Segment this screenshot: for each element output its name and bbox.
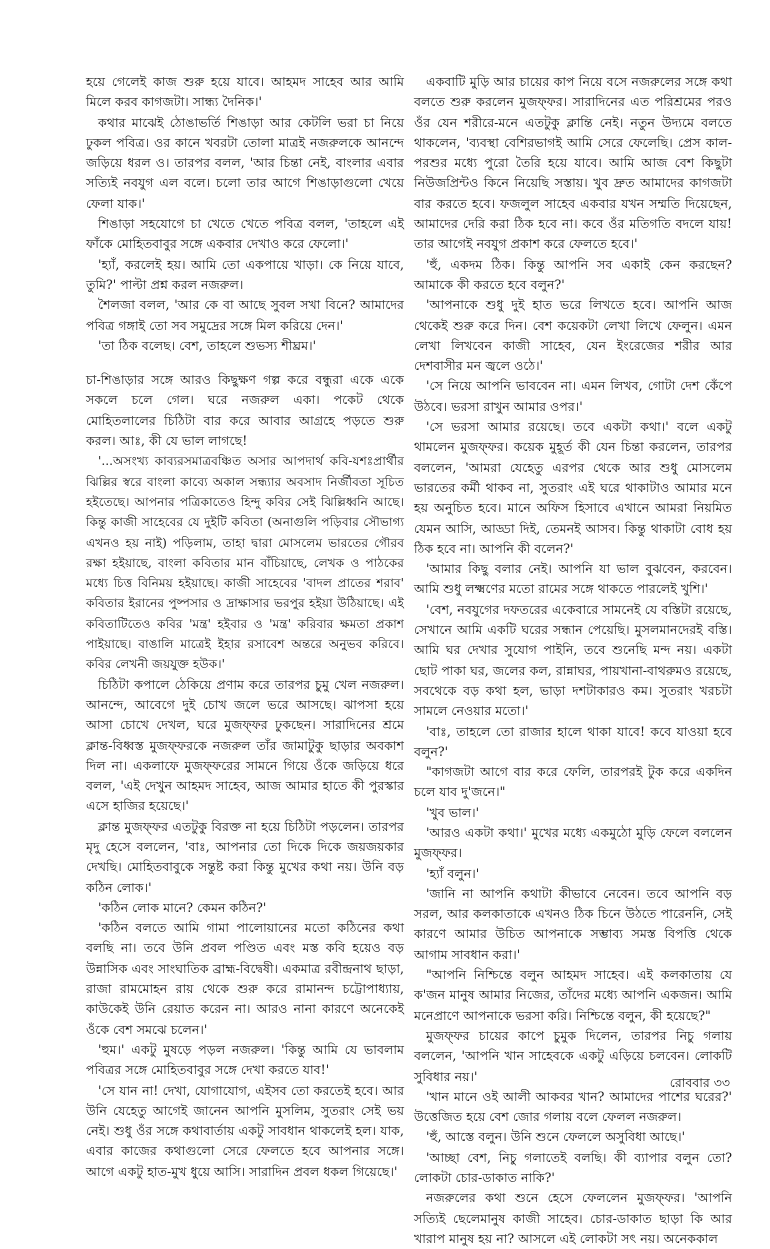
paragraph: চিঠিটা কপালে ঠেকিয়ে প্রণাম করে তারপর চুমু খেল নজরুল। আনন্দে, আবেগে দুই চোখ জলে ভরে আসছে। ঝাপসা হয়ে আসা চোখে দেখল, ঘরে মুজফ্ফর ঢুকছেন। সারাদিনের শ্রমে ক্লান্ত-বিধ্বস্ত মুজফ্ফরকে নজরুল তাঁর জামাটুকু ছাড়ার অবকাশ দিল না। একলাফে মুজফ্ফরের সামনে গিয়ে ওঁকে জড়িয়ে ধরে বলল, 'এই দেখুন আহমদ সাহেব, আজ আমার হাতে কী পুরস্কার এসে হাজির হয়েছে।': [86, 676, 404, 814]
paragraph: 'বেশ, নবযুগের দফতরের একেবারে সামনেই যে বস্তিটা রয়েছে, সেখানে আমি একটি ঘরের সন্ধান পেয়েছি। মুসলমানদেরই বস্তি। আমি ঘর দেখার সুযোগ পাইনি, তবে শুনেছি মন্দ নয়। একটা ছোট পাকা ঘর, জলের কল, রান্নাঘর, পায়খানা-বাথরুমও রয়েছে, সবথেকে বড় কথা হল, ভাড়া দশটাকারও কম। সুতরাং খরচটা সামলে নেওয়ার মতো।': [414, 601, 732, 719]
paragraph: 'আপনাকে শুধু দুই হাত ভরে লিখতে হবে। আপনি আজ থেকেই শুরু করে দিন। বেশ কয়েকটা লেখা লিখে ফেলুন। এমন লেখা লিখবেন কাজী সাহেব, যেন ইংরেজের শরীর আর দেশবাসীর মন জ্বলে ওঠে।': [414, 297, 732, 374]
paragraph: নজরুলের কথা শুনে হেসে ফেললেন মুজফ্ফর। 'আপনি সত্যিই ছেলেমানুষ কাজী সাহেব। চোর-ডাকাত ছাড়া কি আর খারাপ মানুষ হয় না? আসলে এই লোকটা সৎ নয়। অনেককাল: [414, 1190, 732, 1246]
paragraph: 'বাঃ, তাহলে তো রাজার হালে থাকা যাবে! কবে যাওয়া হবে বলুন?': [414, 723, 732, 759]
paragraph: 'আরও একটা কথা।' মুখের মধ্যে একমুঠো মুড়ি ফেলে বললেন মুজফ্ফর।: [414, 824, 732, 861]
paragraph: 'কঠিন লোক মানে? কেমন কঠিন?': [98, 899, 267, 915]
paragraph: শৈলজা বলল, 'আর কে বা আছে সুবল সখা বিনে? আমাদের পবিত্র গঙ্গাই তো সব সমুদ্রের সঙ্গে মিল করিয়ে দেন।': [86, 297, 404, 333]
paragraph: '...অসংখ্য কাব্যরসমাত্রবঞ্চিত অসার আপদার্থ কবি-যশঃপ্রার্থীর ঝিল্লির স্বরে বাংলা কাব্যে অকাল সন্ধ্যার অবসাদ নির্জীবতা সূচিত হইতেছে। আপনার পত্রিকাতেও হিন্দু কবির সেই ঝিল্লিধ্বনি আছে। কিন্তু কাজী সাহেবের যে দুইটি কবিতা (অনাগুলি পড়িবার সৌভাগ্য এখনও হয় নাই) পড়িলাম, তাহা দ্বারা মোসলেম ভারতের গৌরব রক্ষা হইয়াছে, বাংলা কবিতার মান বাঁচিয়াছে, লেখক ও পাঠকের মধ্যে চিত্ত বিনিময় হইয়াছে। কাজী সাহেবের 'বাদল প্রাতের শরাব' কবিতার ইরানের পুষ্পসার ও দ্রাক্ষাসার ভরপুর হইয়া উঠিয়াছে। এই কবিতাটিতেও কবির 'মন্ত্র' হইবার ও 'মন্ত্র' করিবার ক্ষমতা প্রকাশ পাইয়াছে। বাঙালি মাত্রেই ইহার রসাবেশ অন্তরে অনুভব করিবে। কবির লেখনী জয়যুক্ত হউক।': [86, 454, 404, 672]
paragraph: 'হুঁ, একদম ঠিক। কিন্তু আপনি সব একাই কেন করছেন? আমাকে কী করতে হবে বলুন?': [414, 256, 732, 292]
paragraph: 'হুঁ, আস্তে বলুন। উনি শুনে ফেললে অসুবিধা আছে।': [426, 1129, 686, 1145]
paragraph: 'সে যান না! দেখা, যোগাযোগ, এইসব তো করতেই হবে। আর উনি যেহেতু আগেই জানেন আপনি মুসলিম, সুতরাং সেই ভয় নেই। শুধু ওঁর সঙ্গে কথাবার্তায় একটু সাবধান থাকলেই হল। যাক, এবার কাজের কথাগুলো সেরে ফেলতে হবে আপনার সঙ্গে। আগে একটু হাত-মুখ ধুয়ে আসি। সারাদিন প্রবল ধকল গিয়েছে।': [86, 1082, 404, 1179]
paragraph: শিঙাড়া সহযোগে চা খেতে খেতে পবিত্র বলল, 'তাহলে এই ফাঁকে মোহিতবাবুর সঙ্গে একবার দেখাও করে ফেলো।': [86, 216, 404, 252]
paragraph: 'খান মানে ওই আলী আকবর খান? আমাদের পাশের ঘরের?' উত্তেজিত হয়ে বেশ জোর গলায় বলে ফেলল নজরুল।: [414, 1088, 732, 1125]
paragraph: 'জানি না আপনি কথাটা কীভাবে নেবেন। তবে আপনি বড় সরল, আর কলকাতাকে এখনও ঠিক চিনে উঠতে পারেননি, সেই কারণে আমার উচিত আপনাকে সম্ভাব্য সমস্ত বিপত্তি থেকে আগাম সাবধান করা।': [414, 885, 732, 962]
paragraph: 'খুব ভাল।': [426, 804, 480, 820]
paragraph: 'তা ঠিক বলেছ। বেশ, তাহলে শুভস্য শীঘ্রম।': [98, 337, 317, 353]
paragraph: হয়ে গেলেই কাজ শুরু হয়ে যাবে। আহমদ সাহেব আর আমি মিলে করব কাগজটা। সান্ধ্য দৈনিক।': [86, 74, 404, 110]
paragraph: 'হ্যাঁ, করলেই হয়। আমি তো একপায়ে খাড়া। কে নিয়ে যাবে, তুমি?' পাল্টা প্রশ্ন করল নজরুল।: [86, 256, 404, 292]
paragraph: "কাগজটা আগে বার করে ফেলি, তারপরই টুক করে একদিন চলে যাব দু'জনে।": [414, 764, 732, 800]
left-column: [86, 72, 404, 1182]
right-column: [414, 72, 732, 1249]
page-footer: রোববার ৩৩: [669, 1075, 730, 1090]
paragraph: 'হ্যাঁ বলুন।': [426, 865, 480, 881]
paragraph: 'সে নিয়ে আপনি ভাববেন না। এমন লিখব, গোটা দেশ কেঁপে উঠবে। ভরসা রাখুন আমার ওপর।': [414, 378, 732, 414]
paragraph: 'আমার কিছু বলার নেই। আপনি যা ভাল বুঝবেন, করবেন। আমি শুধু লক্ষ্মণের মতো রামের সঙ্গে থাকতে পারলেই খুশি।': [414, 561, 732, 597]
paragraph: 'কঠিন বলতে আমি গামা পালোয়ানের মতো কঠিনের কথা বলছি না। তবে উনি প্রবল পণ্ডিত এবং মস্ত কবি হয়েও বড় উন্নাসিক এবং সাংঘাতিক ব্রাহ্ম-বিদ্বেষী। একমাত্র রবীন্দ্রনাথ ছাড়া, রাজা রামমোহন রায় থেকে শুরু করে রামানন্দ চট্টোপাধ্যায়, কাউকেই উনি রেয়াত করেন না। আরও নানা কারণে অনেকেই ওঁকে বেশ সমঝে চলেন।': [86, 920, 404, 1037]
paragraph: 'হুম।' একটু মুষড়ে পড়ল নজরুল। 'কিন্তু আমি যে ভাবলাম পবিত্রর সঙ্গে মোহিতবাবুর সঙ্গে দেখা করতে যাব!': [86, 1041, 404, 1078]
paragraph: 'সে ভরসা আমার রয়েছে। তবে একটা কথা।' বলে একটু থামলেন মুজফ্ফর। কয়েক মুহূর্ত কী যেন চিন্তা করলেন, তারপর বললেন, 'আমরা যেহেতু এরপর থেকে আর শুধু মোসলেম ভারতের কর্মী থাকব না, সুতরাং এই ঘরে থাকাটাও আমার মনে হয় অনুচিত হবে। মানে অফিস হিসাবে এখানে আমরা নিয়মিত যেমন আসি, আড্ডা দিই, তেমনই আসব। কিন্তু থাকাটা বোধ হয় ঠিক হবে না। আপনি কী বলেন?': [414, 419, 732, 556]
paragraph: কথার মাঝেই ঠোঙাভর্তি শিঙাড়া আর কেটলি ভরা চা নিয়ে ঢুকল পবিত্র। ওর কানে খবরটা তোলা মাত্রই নজরুলকে আনন্দে জড়িয়ে ধরল ও। তারপর বলল, 'আর চিন্তা নেই, বাংলার এবার সত্যিই নবযুগ এল বলে। চলো তার আগে শিঙাড়াগুলো খেয়ে ফেলা যাক।': [86, 114, 404, 211]
paragraph: ক্লান্ত মুজফ্ফর এতটুকু বিরক্ত না হয়ে চিঠিটা পড়লেন। তারপর মৃদু হেসে বললেন, 'বাঃ, আপনার তো দিকে দিকে জয়জয়কার দেখছি। মোহিতবাবুকে সন্তুষ্ট করা কিন্তু মুখের কথা নয়। উনি বড় কঠিন লোক।': [86, 818, 404, 895]
paragraph: মুজফ্ফর চায়ের কাপে চুমুক দিলেন, তারপর নিচু গলায় বললেন, 'আপনি খান সাহেবকে একটু এড়িয়ে চলবেন। লোকটি সুবিধার নয়।': [414, 1027, 732, 1084]
paragraph: 'আচ্ছা বেশ, নিচু গলাতেই বলছি। কী ব্যাপার বলুন তো? লোকটা চোর-ডাকাত নাকি?': [414, 1149, 732, 1186]
paragraph: "আপনি নিশ্চিন্তে বলুন আহমদ সাহেব। এই কলকাতায় যে ক'জন মানুষ আমার নিজের, তাঁদের মধ্যে আপনি একজন। আমি মনেপ্রাণে আপনাকে ভরসা করি। নিশ্চিন্তে বলুন, কী হয়েছে?": [414, 967, 732, 1023]
paragraph: একবাটি মুড়ি আর চায়ের কাপ নিয়ে বসে নজরুলের সঙ্গে কথা বলতে শুরু করলেন মুজফ্ফর। সারাদিনের এত পরিশ্রমের পরও ওঁর যেন শরীরে-মনে এতটুকু ক্লান্তি নেই। নতুন উদ্যমে বলতে থাকলেন, 'ব্যবস্থা বেশিরভাগই আমি সেরে ফেলেছি। প্রেস কাল-পরশুর মধ্যে পুরো তৈরি হয়ে যাবে। আমি আজ বেশ কিছুটা নিউজপ্রিন্টও কিনে নিয়েছি সস্তায়। খুব দ্রুত আমাদের কাগজটা বার করতে হবে। ফজলুল সাহেব একবার যখন সম্মতি দিয়েছেন, আমাদের দেরি করা ঠিক হবে না। কবে ওঁর মতিগতি বদলে যায়! তার আগেই নবযুগ প্রকাশ করে ফেলতে হবে।': [414, 74, 732, 252]
paragraph: চা-শিঙাড়ার সঙ্গে আরও কিছুক্ষণ গল্প করে বন্ধুরা একে একে সকলে চলে গেল। ঘরে নজরুল একা। পকেট থেকে মোহিতলালের চিঠিটা বার করে আবার আগ্রহে পড়তে শুরু করল। আঃ, কী যে ভাল লাগছে!: [86, 372, 404, 449]
